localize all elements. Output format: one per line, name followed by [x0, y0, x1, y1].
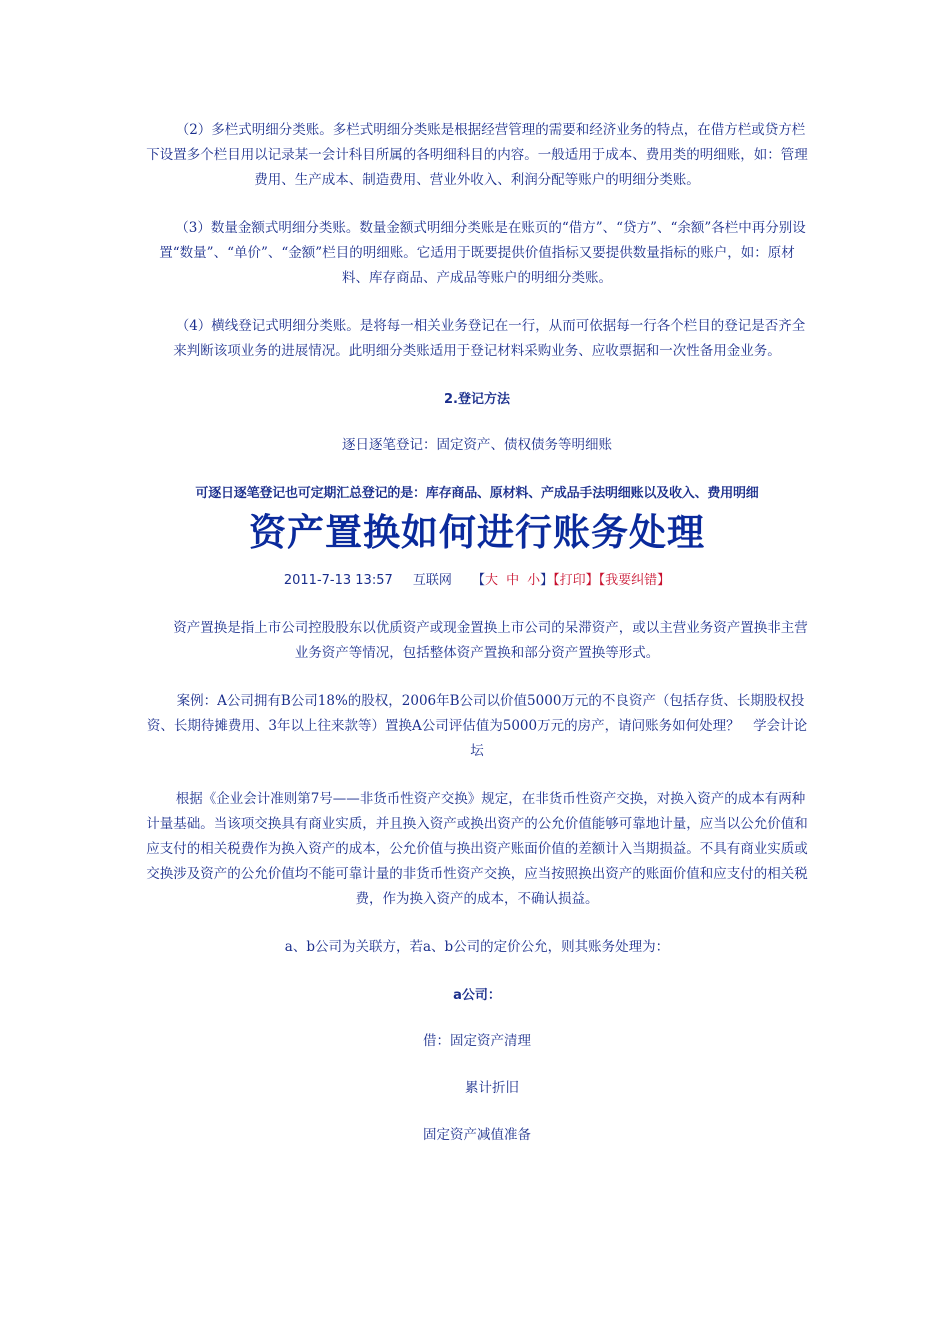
- article-source: 互联网: [412, 573, 452, 588]
- report-error-link[interactable]: 【我要纠错】: [598, 573, 671, 588]
- font-size-medium-link[interactable]: 中: [506, 573, 520, 588]
- paragraph-multi-column-ledger: （2）多栏式明细分类账。多栏式明细分类账是根据经营管理的需要和经济业务的特点，在借方栏或贷方栏下设置多个栏目用以记录某一会计科目所属的各明细科目的内容。一般适用于成本、费用类的明细账，如：管理费用、生产成本、制造费用、营业外收入、利润分配等账户的明细分类账。: [146, 122, 808, 188]
- bold-summary-line: 可逐日逐笔登记也可定期汇总登记的是：库存商品、原材料、产成品手法明细账以及收入、费用明细: [195, 486, 759, 501]
- ledger-line-impairment: 固定资产减值准备: [423, 1127, 531, 1143]
- paragraph-related-party: a、b公司为关联方，若a、b公司的定价公允，则其账务处理为：: [284, 939, 670, 955]
- article-meta: [146, 568, 808, 593]
- document-page: [146, 118, 808, 1170]
- font-size-large-link[interactable]: 大: [485, 573, 499, 588]
- company-heading: a公司：: [453, 988, 501, 1003]
- print-link[interactable]: 【打印】: [553, 573, 599, 588]
- paragraph-definition: 资产置换是指上市公司控股股东以优质资产或现金置换上市公司的呆滞资产，或以主营业务资产置换非主营业务资产等情况，包括整体资产置换和部分资产置换等形式。: [173, 620, 808, 661]
- paragraph-standard: 根据《企业会计准则第7号——非货币性资产交换》规定，在非货币性资产交换，对换入资产的成本有两种计量基础。当该项交换具有商业实质，并且换入资产或换出资产的公允价值能够可靠地计量，应当以公允价值和应支付的相关税费作为换入资产的成本，公允价值与换出资产账面价值的差额计入当期损益。不具有商业实质或交换涉及资产的公允价值均不能可靠计量的非货币性资产交换，应当按照换出资产的账面价值和应支付的相关税费，作为换入资产的成本，不确认损益。: [146, 791, 808, 907]
- ledger-line-debit: 借：固定资产清理: [423, 1033, 531, 1049]
- article-title: 资产置换如何进行账务处理: [249, 511, 705, 554]
- ledger-line-accumulated-depreciation: 累计折旧: [465, 1080, 519, 1096]
- font-size-small-link[interactable]: 小: [527, 573, 541, 588]
- article-datetime: 2011-7-13 13:57: [283, 573, 393, 588]
- font-size-bracket-close: 】: [540, 573, 554, 588]
- paragraph-quantity-amount-ledger: （3）数量金额式明细分类账。数量金额式明细分类账是在账页的“借方”、“贷方”、“余额”各栏中再分别设置“数量”、“单价”、“金额”栏目的明细账。它适用于既要提供价值指标又要提供数量指标的账户，如：原材料、库存商品、产成品等账户的明细分类账。: [159, 220, 806, 286]
- daily-entry-line: 逐日逐笔登记：固定资产、债权债务等明细账: [342, 437, 612, 453]
- paragraph-horizontal-line-ledger: （4）横线登记式明细分类账。是将每一相关业务登记在一行，从而可依据每一行各个栏目的登记是否齐全来判断该项业务的进展情况。此明细分类账适用于登记材料采购业务、应收票据和一次性备用金业务。: [173, 318, 806, 359]
- paragraph-case: 案例：A公司拥有B公司18%的股权，2006年B公司以价值5000万元的不良资产（包括存货、长期股权投资、长期待摊费用、3年以上往来款等）置换A公司评估值为5000万元的房产，请问账务如何处理？ 学会计论坛: [146, 693, 808, 759]
- font-size-bracket-open: 【: [472, 573, 486, 588]
- section-heading: 2.登记方法: [444, 392, 510, 407]
